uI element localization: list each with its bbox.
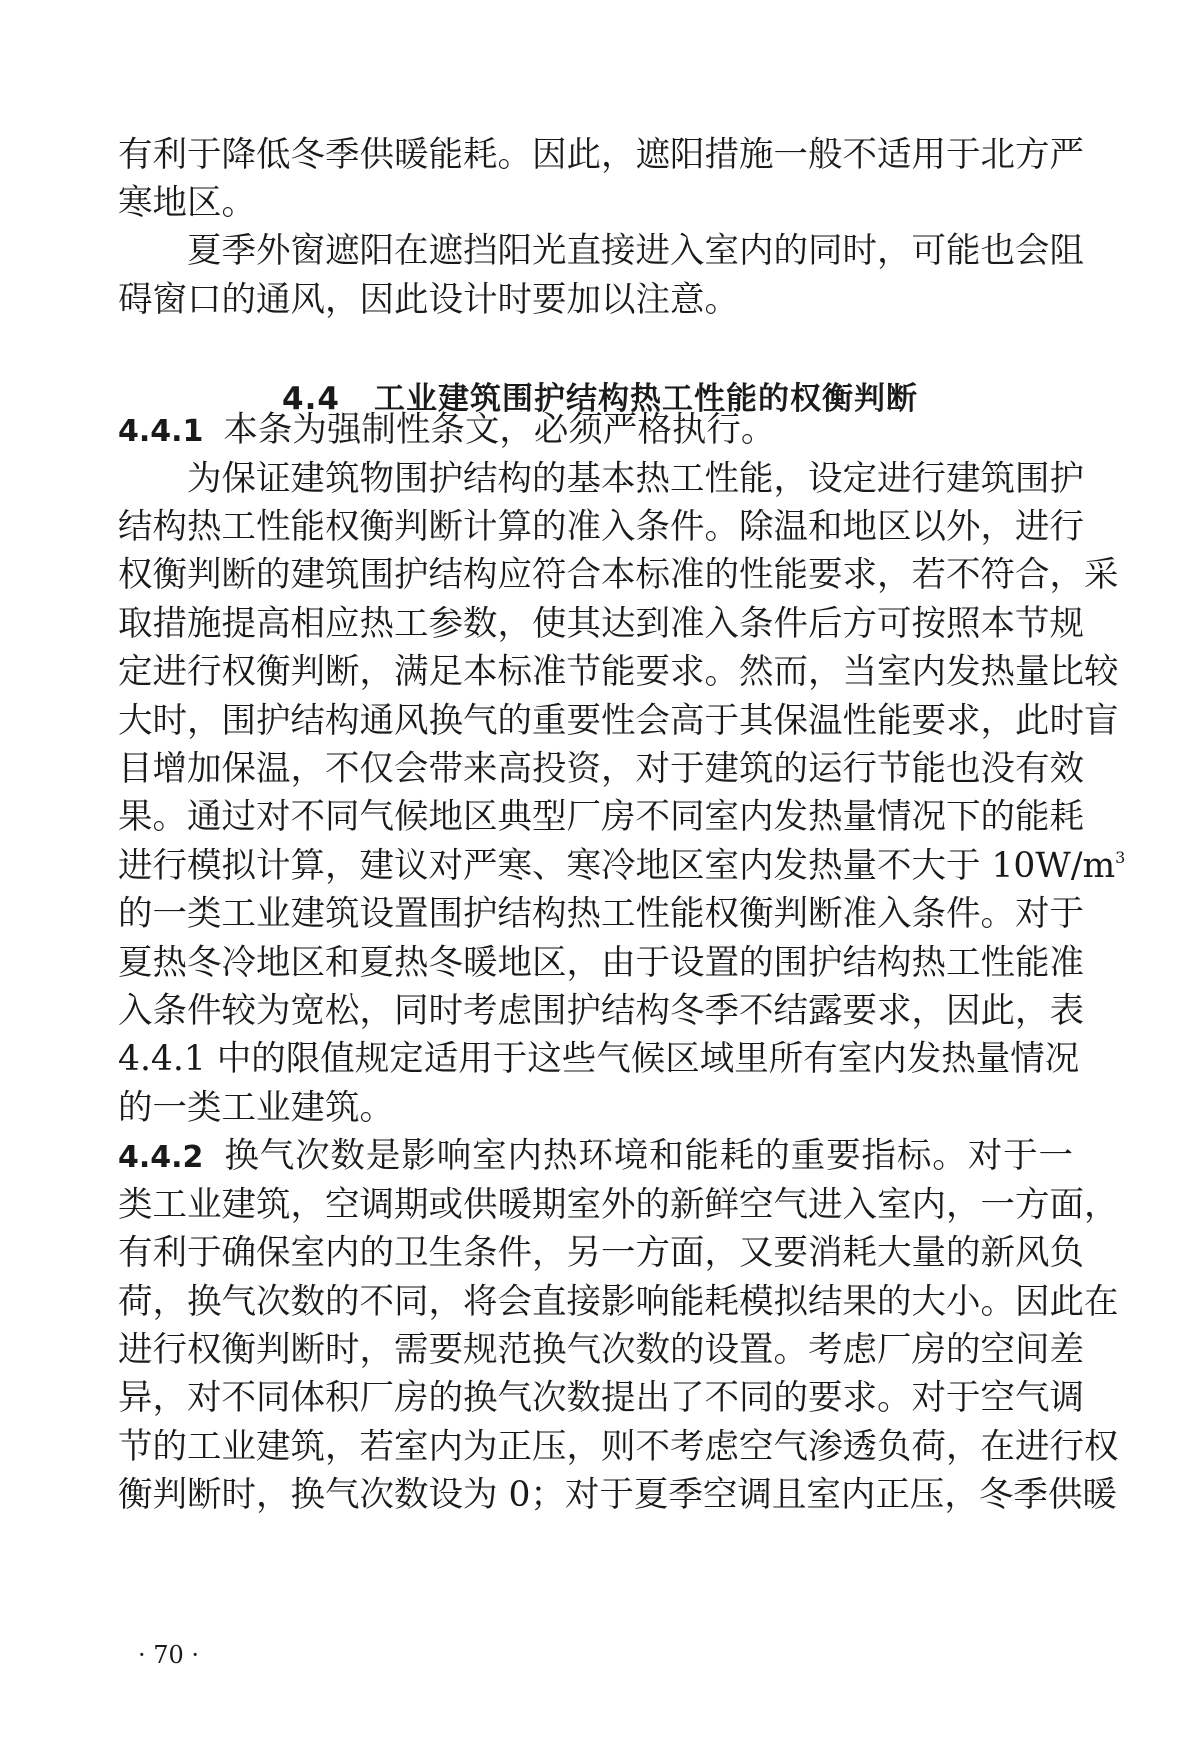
text-line: 4.4.1 中的限值规定适用于这些气候区域里所有室内发热量情况 xyxy=(118,1039,1080,1079)
text-line: 碍窗口的通风，因此设计时要加以注意。 xyxy=(118,280,739,320)
text-line: 的一类工业建筑设置围护结构热工性能权衡判断准入条件。对于 xyxy=(118,894,1084,934)
text-line: 夏季外窗遮阳在遮挡阳光直接进入室内的同时，可能也会阻 xyxy=(118,231,1084,271)
clause-text: 换气次数是影响室内热环境和能耗的重要指标。对于一 xyxy=(223,1136,1073,1176)
text-fragment: 进行模拟计算，建议对严寒、寒冷地区室内发热量不大于 10W/m xyxy=(118,846,1116,886)
clause-number: 4.4.2 xyxy=(118,1140,204,1175)
section-title: 工业建筑围护结构热工性能的权衡判断 xyxy=(373,381,918,417)
text-line: 权衡判断的建筑围护结构应符合本标准的性能要求，若不符合，采 xyxy=(118,555,1119,595)
text-line: 定进行权衡判断，满足本标准节能要求。然而，当室内发热量比较 xyxy=(118,652,1119,692)
text-line: 节的工业建筑，若室内为正压，则不考虑空气渗透负荷，在进行权 xyxy=(118,1427,1119,1467)
section-number: 4.4 xyxy=(282,381,340,417)
text-line: 结构热工性能权衡判断计算的准入条件。除温和地区以外，进行 xyxy=(118,507,1084,547)
clause-441-line xyxy=(118,409,1073,451)
clause-442-line xyxy=(118,1135,1073,1177)
text-line: 夏热冬冷地区和夏热冬暖地区，由于设置的围护结构热工性能准 xyxy=(118,943,1084,983)
clause-number: 4.4.1 xyxy=(118,414,204,449)
page-number: · 70 · xyxy=(138,1641,200,1669)
text-line: 的一类工业建筑。 xyxy=(118,1088,394,1128)
text-line: 寒地区。 xyxy=(118,183,256,223)
text-line: 异，对不同体积厂房的换气次数提出了不同的要求。对于空气调 xyxy=(118,1378,1084,1418)
superscript: 3 xyxy=(1115,848,1126,867)
text-line: 有利于确保室内的卫生条件，另一方面，又要消耗大量的新风负 xyxy=(118,1233,1084,1273)
text-line: 为保证建筑物围护结构的基本热工性能，设定进行建筑围护 xyxy=(118,459,1084,499)
text-line: 果。通过对不同气候地区典型厂房不同室内发热量情况下的能耗 xyxy=(118,797,1084,837)
text-line: 目增加保温，不仅会带来高投资，对于建筑的运行节能也没有效 xyxy=(118,749,1084,789)
text-line: 大时，围护结构通风换气的重要性会高于其保温性能要求，此时盲 xyxy=(118,701,1119,741)
text-line-with-unit xyxy=(118,845,1126,887)
text-line: 类工业建筑，空调期或供暖期室外的新鲜空气进入室内，一方面， xyxy=(118,1185,1119,1225)
clause-text: 本条为强制性条文，必须严格执行。 xyxy=(223,410,776,450)
text-line: 衡判断时，换气次数设为 0；对于夏季空调且室内正压，冬季供暖 xyxy=(118,1475,1117,1515)
text-line: 荷，换气次数的不同，将会直接影响能耗模拟结果的大小。因此在 xyxy=(118,1282,1119,1322)
text-line: 取措施提高相应热工参数，使其达到准入条件后方可按照本节规 xyxy=(118,604,1084,644)
text-line: 入条件较为宽松，同时考虑围护结构冬季不结露要求，因此，表 xyxy=(118,991,1084,1031)
text-line: 进行权衡判断时，需要规范换气次数的设置。考虑厂房的空间差 xyxy=(118,1330,1084,1370)
text-line: 有利于降低冬季供暖能耗。因此，遮阳措施一般不适用于北方严 xyxy=(118,135,1084,175)
